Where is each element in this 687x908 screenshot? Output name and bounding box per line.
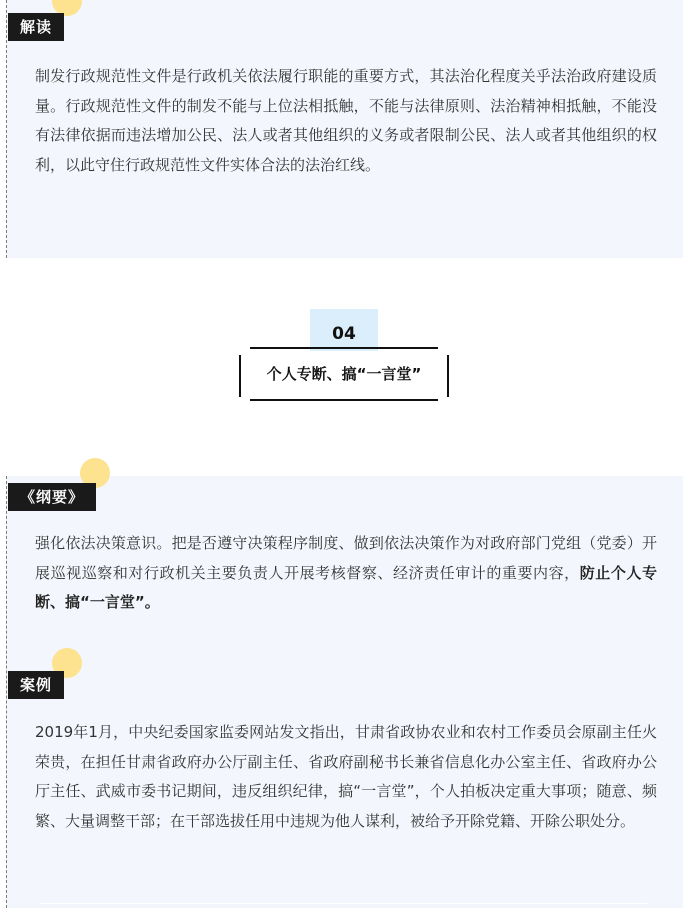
interpretation-text: 制发行政规范性文件是行政机关依法履行职能的重要方式，其法治化程度关乎法治政府建设质量。行政规范性文件的制发不能与上位法相抵触，不能与法律原则、法治精神相抵触，不能没有法律依据而违法增加公民、法人或者其他组织的义务或者限制公民、法人或者其他组织的权利，以此守住行政规范性文件实体合法的法治红线。 — [35, 67, 657, 174]
case-tag: 案例 — [8, 671, 64, 699]
section-title: 个人专断、搞“一言堂” — [266, 365, 422, 383]
outline-text — [35, 529, 657, 618]
outline-text-emphasis: 防止个人专断、搞“一言堂”。 — [35, 563, 657, 611]
section-number: 04 — [332, 324, 356, 344]
outline-tag: 《纲要》 — [8, 483, 96, 511]
case-text: 2019年1月，中央纪委国家监委网站发文指出，甘肃省政协农业和农村工作委员会原副主任火荣贵，在担任甘肃省政府办公厅副主任、省政府副秘书长兼省信息化办公室主任、省政府办公厅主任、武威市委书记期间，违反组织纪律，搞“一言堂”，个人拍板决定重大事项；随意、频繁、大量调整干部；在干部选拔任用中违规为他人谋利，被给予开除党籍、开除公职处分。 — [35, 723, 657, 830]
outline-text-main: 强化依法决策意识。把是否遵守决策程序制度、做到依法决策作为对政府部门党组（党委）开展巡视巡察和对行政机关主要负责人开展考核督察、经济责任审计的重要内容， — [35, 534, 657, 582]
interpretation-tag: 解读 — [8, 13, 64, 41]
divider — [40, 903, 647, 904]
